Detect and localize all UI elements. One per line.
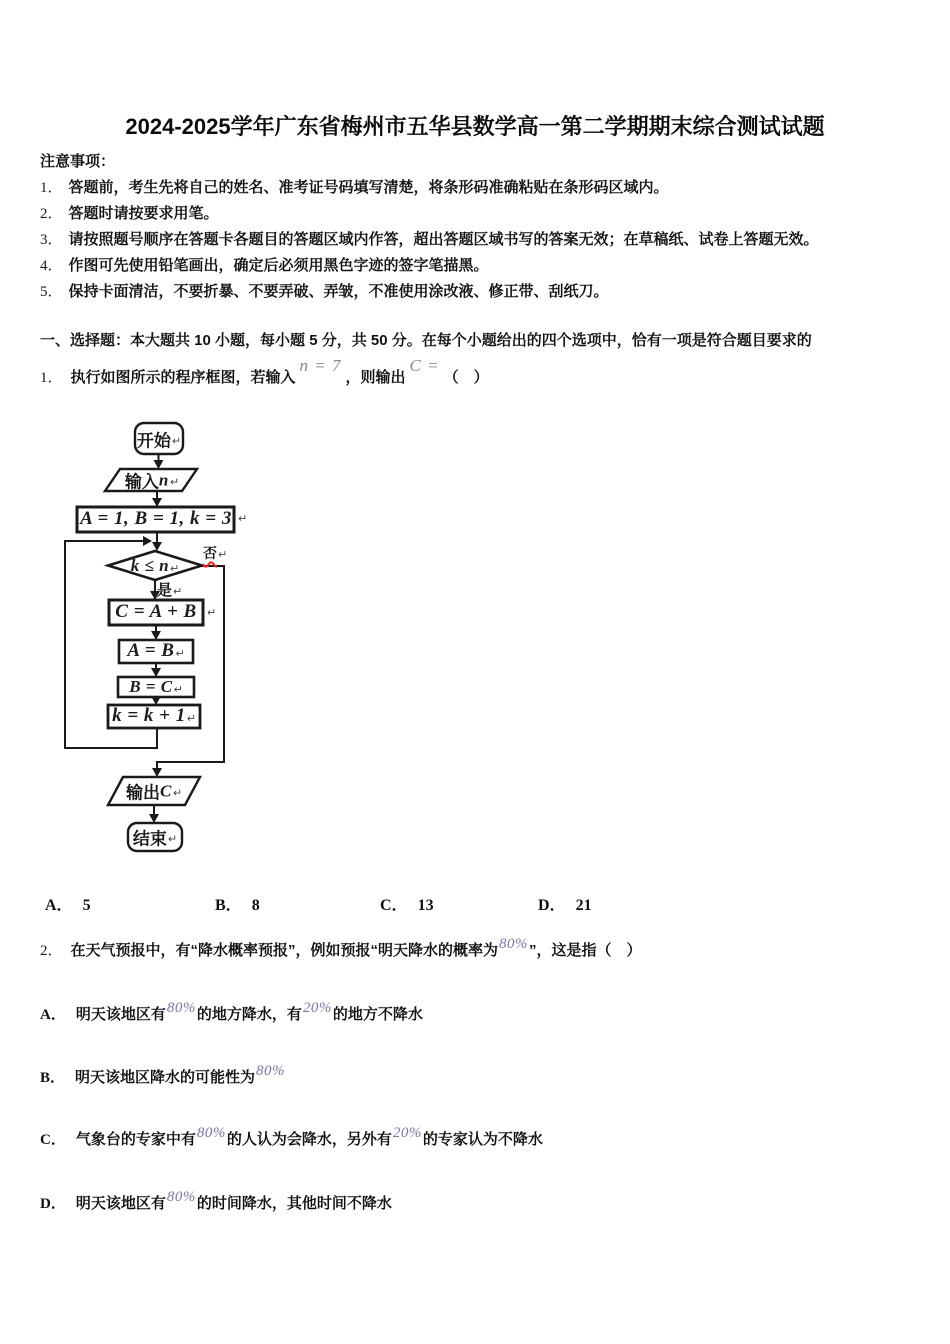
output-variable: C [159,781,172,800]
probability-80-percent: 80% [499,936,529,952]
option-c-text: 的专家认为不降水 [422,1131,543,1148]
option-d-text: 明天该地区有 [75,1195,166,1212]
assign-b-expression: B = C [129,677,173,696]
question-1-options [0,892,950,914]
option-d-letter: D． [40,1196,66,1212]
increment-expression: k = k + 1 [112,705,186,726]
percent-value: 80% [166,1000,196,1016]
yes-label: 是 [157,582,173,599]
section-heading: 一、选择题：本大题共 10 小题，每小题 5 分，共 50 分。在每个小题给出的四个选项中，恰有一项是符合题目要求的 [40,332,812,349]
program-flowchart [0,415,330,865]
exam-title: 2024-2025学年广东省梅州市五华县数学高一第二学期期末综合测试试题 [125,114,825,139]
question-2-text-pre: 在天气预报中，有“降水概率预报”，例如预报“明天降水的概率为 [70,942,499,959]
return-mark: ↵ [186,711,196,725]
option-b-letter: B． [40,1070,66,1086]
option-c-value: 13 [417,897,434,914]
notice-item-4 [40,254,920,275]
option-a-letter: A． [40,1007,66,1023]
option-b-value: 8 [251,897,260,914]
assign-a-expression: A = B [127,640,175,661]
return-mark: ↵ [171,434,182,448]
return-mark: ↵ [173,585,183,598]
assign-c-expression: C = A + B [115,601,197,622]
question-2-text-post: ”，这是指（ ） [529,942,642,959]
option-d [538,892,592,915]
return-mark: ↵ [167,832,178,846]
percent-value: 20% [392,1125,422,1141]
return-mark: ↵ [173,682,183,696]
question-2-option-c [40,1125,930,1149]
flowchart-decision-node [131,556,180,576]
flowchart-end-node [133,825,177,850]
option-a-text: 的地方降水，有 [196,1006,302,1023]
notice-item-number: 5． [40,284,63,300]
return-mark: ↵ [172,786,183,800]
notice-item-2 [40,202,920,223]
output-label: 输出 [125,783,160,803]
option-b-letter: B． [215,897,242,914]
option-a-text: 的地方不降水 [332,1006,423,1023]
return-mark: ↵ [238,512,248,525]
init-expression: A = 1, B = 1, k = 3 [80,508,232,529]
start-label: 开始 [136,431,171,451]
notice-item-5 [40,280,920,301]
condition-expression: k ≤ n [130,556,170,575]
option-d-text: 的时间降水，其他时间不降水 [196,1195,392,1212]
question-1-stem [40,356,930,387]
question-1-answer-parens: （ ） [443,369,489,386]
notice-item-text: 保持卡面清洁，不要折暴、不要弄破、弄皱，不准使用涂改液、修正带、刮纸刀。 [68,283,609,300]
question-2-option-d [40,1189,930,1213]
option-c-letter: C． [380,897,408,914]
flowchart-output-node [126,779,182,804]
input-variable: n [158,470,169,489]
notice-item-number: 1． [40,180,63,196]
notice-item-number: 4． [40,258,63,274]
option-c-text: 的人认为会降水，另外有 [226,1131,392,1148]
no-label: 否 [203,545,217,561]
return-mark: ↵ [170,561,180,575]
branch-label-no [203,543,227,563]
formula-n-equals-7: n = 7 [299,356,342,375]
option-c-text: 气象台的专家中有 [75,1131,196,1148]
return-mark: ↵ [218,548,228,561]
question-1-number: 1． [40,370,63,386]
notice-item-text: 请按照题号顺序在答题卡各题目的答题区域内作答，超出答题区域书写的答案无效；在草稿纸、试卷上答题无效。 [68,231,819,248]
option-a-letter: A． [45,897,73,914]
percent-value: 20% [302,1000,332,1016]
percent-value: 80% [166,1189,196,1205]
option-c [380,892,434,915]
return-mark: ↵ [207,606,217,619]
notice-item-text: 答题时请按要求用笔。 [68,205,219,222]
question-2-option-a [40,1000,930,1024]
return-mark: ↵ [175,646,185,660]
flowchart-assign-c-node [115,601,196,623]
notice-item-text: 答题前，考生先将自己的姓名、准考证号码填写清楚，将条形码准确粘贴在条形码区域内。 [68,179,669,196]
question-2-option-b [40,1063,930,1087]
question-2-number: 2． [40,943,63,959]
notice-item-number: 3． [40,232,63,248]
flowchart-assign-b-node [129,677,183,697]
flowchart-start-node [137,427,181,452]
return-mark: ↵ [169,475,180,489]
question-1-text-mid: ，则输出 [345,369,406,386]
question-2-stem [40,936,930,960]
flowchart-increment-node [112,705,196,727]
question-1-text-pre: 执行如图所示的程序框图，若输入 [70,369,296,386]
percent-value: 80% [256,1063,286,1079]
flowchart-input-node [125,468,179,493]
input-label: 输入 [124,472,159,492]
notice-item-text: 作图可先使用铅笔画出，确定后必须用黑色字迹的签字笔描黑。 [68,257,489,274]
notice-item-3 [40,228,920,249]
option-d-value: 21 [575,897,592,914]
flowchart-assign-a-node [127,640,184,662]
notice-item-number: 2． [40,206,63,222]
option-a-text: 明天该地区有 [75,1006,166,1023]
formula-c-equals: C = [409,356,440,375]
percent-value: 80% [196,1125,226,1141]
option-c-letter: C． [40,1132,66,1148]
end-label: 结束 [132,829,167,849]
option-a [45,892,91,915]
option-b [215,892,260,915]
notes-heading: 注意事项： [40,153,116,170]
option-b-text: 明天该地区降水的可能性为 [75,1069,256,1086]
flowchart-init-node [80,508,232,530]
option-d-letter: D． [538,897,566,914]
notice-item-1 [40,176,920,197]
option-a-value: 5 [82,897,91,914]
branch-label-yes [157,579,182,600]
